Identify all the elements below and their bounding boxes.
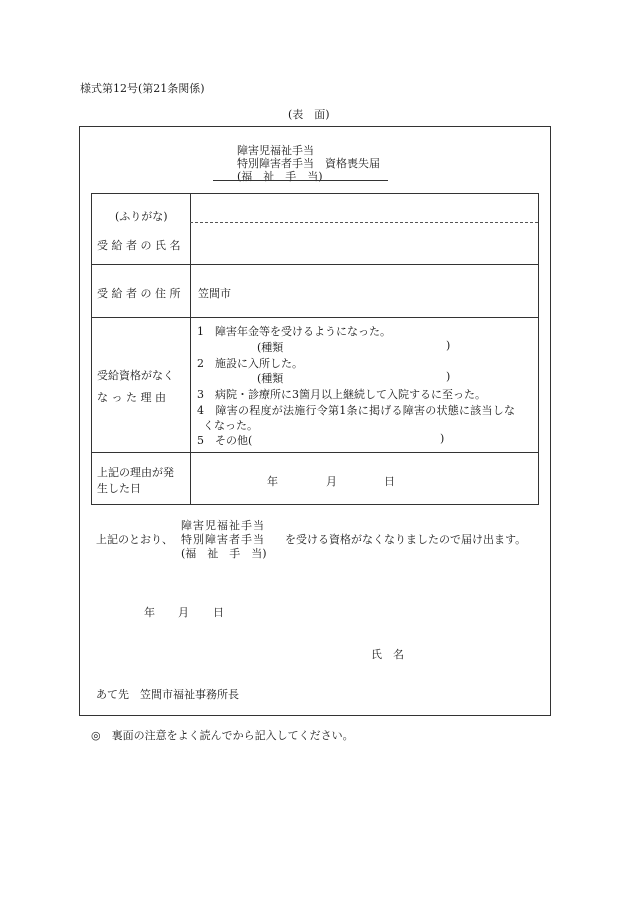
date-label-line-2: 生した日 [97, 482, 141, 495]
form-number: 様式第12号(第21条関係) [80, 82, 205, 95]
submit-date-month[interactable]: 月 [178, 606, 189, 619]
reason-1-kind-close: ) [446, 339, 451, 352]
row-divider-3 [92, 452, 538, 453]
reason-date-year[interactable]: 年 [267, 475, 278, 488]
title-line-2: 特別障害者手当 資格喪失届 [237, 157, 380, 170]
title-line-1: 障害児福祉手当 [237, 144, 314, 157]
reason-2-kind: (種類 [257, 372, 284, 385]
reason-1-kind: (種類 [257, 341, 284, 354]
furigana-divider [190, 222, 538, 223]
reason-label-line-2: な っ た 理 由 [97, 391, 166, 404]
reason-5[interactable]: 5 その他( [197, 434, 253, 447]
title-underline [213, 180, 388, 181]
signature-label[interactable]: 氏 名 [371, 648, 404, 661]
reason-label-line-1: 受給資格がなく [97, 369, 174, 382]
submit-date-year[interactable]: 年 [144, 606, 155, 619]
reason-date-month[interactable]: 月 [326, 475, 337, 488]
submit-date-day[interactable]: 日 [213, 606, 224, 619]
reason-2-kind-close: ) [446, 370, 451, 383]
name-field[interactable] [192, 225, 536, 262]
declaration-prefix: 上記のとおり、 [96, 533, 173, 546]
declaration-option-3: (福 祉 手 当) [181, 547, 267, 560]
name-label: 受 給 者 の 氏 名 [97, 239, 181, 252]
declaration-suffix: を受ける資格がなくなりましたので届け出ます。 [285, 533, 527, 546]
reason-4-line-1[interactable]: 4 障害の程度が法施行令第1条に掲げる障害の状態に該当しな [197, 404, 516, 417]
address-label: 受 給 者 の 住 所 [97, 287, 181, 300]
furigana-field[interactable] [192, 196, 536, 220]
declaration-option-2: 特別障害者手当 [181, 533, 265, 546]
reason-date-day[interactable]: 日 [384, 475, 395, 488]
furigana-label: (ふりがな) [115, 210, 168, 223]
reason-2[interactable]: 2 施設に入所した。 [197, 357, 303, 370]
table-column-divider [190, 194, 191, 504]
reason-5-close: ) [440, 432, 445, 445]
title-line-3: (福 祉 手 当) [237, 170, 323, 183]
address-value[interactable]: 笠間市 [198, 287, 231, 300]
form-table [91, 193, 539, 505]
reason-4-line-2: くなった。 [203, 419, 258, 432]
reason-3[interactable]: 3 病院・診療所に3箇月以上継続して入院するに至った。 [197, 388, 486, 401]
date-label-line-1: 上記の理由が発 [97, 466, 174, 479]
reason-1[interactable]: 1 障害年金等を受けるようになった。 [197, 325, 391, 338]
form-side-label: (表 面) [288, 108, 330, 121]
row-divider-1 [92, 264, 538, 265]
addressee: あて先 笠間市福祉事務所長 [96, 688, 239, 701]
footnote: ◎ 裏面の注意をよく読んでから記入してください。 [91, 729, 354, 742]
row-divider-2 [92, 317, 538, 318]
declaration-option-1: 障害児福祉手当 [181, 519, 265, 532]
